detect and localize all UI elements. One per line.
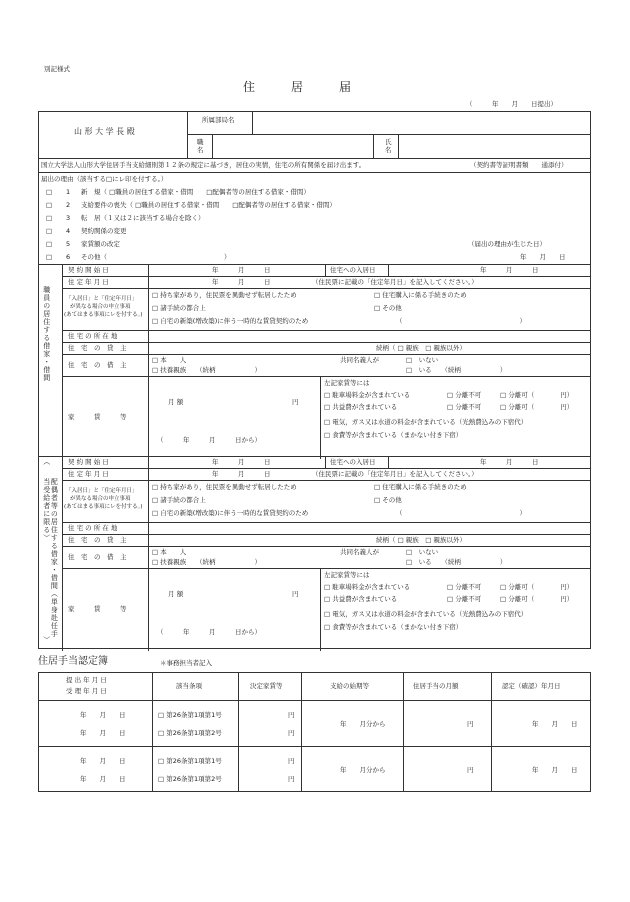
cert-row-1-submit-date: 年 月 日 [80,711,126,719]
section-b-incl-common: □ 共益費が含まれている [324,595,398,603]
section-a-label-rule [148,264,149,459]
section-b-incl-heading: 左記家賃等には [324,571,370,579]
section-b-side-suffix: ） [42,636,51,644]
section-b-location-label: 住 宅 の 所 在 地 [68,524,118,532]
cert-row-1-receive-date: 年 月 日 [80,729,126,737]
section-a-opt-ownhome: □ 持ち家があり，住民票を異動せず転居したため [152,291,297,299]
section-b-diff-note1: 「入居日」と「住定年月日」 [66,488,138,494]
section-b-move-in-rule2 [388,456,389,468]
section-a-incl-meals: □ 食費等が含まれている（まかない付き下宿） [324,431,463,439]
section-b-side-label: 配偶者等の居住する借家・借間（単身赴任手当受給者に限る） [42,478,59,638]
section-a-row-rule [62,354,591,355]
reason-date-label: （届出の理由が生じた日） [468,240,546,248]
section-a-opt-newbuild: □ 自宅の新築(増改築)に伴う一時的な賃貸契約のため [152,317,309,325]
section-a-common-sep-no: □ 分離不可 [447,403,482,411]
section-b-rent-label: 家 賃 等 [68,605,127,613]
cert-note: （契約書等証明書類 通添付） [470,161,568,169]
section-b-parking-sep-no: □ 分離不可 [447,583,482,591]
section-a-move-in-rule2 [388,264,389,276]
section-a-diff-note3: (あてはまる事項にレを付する。) [64,312,143,318]
section-b-rent-monthly: 月 額 [168,590,184,598]
cert-row-1-monthly-yen: 円 [467,720,474,728]
section-b-row-rule [62,568,591,569]
cert-row-2-rent-yen2: 円 [288,775,295,783]
section-a-move-in-rule [325,264,326,276]
section-b-move-in-date: 年 月 日 [480,458,539,466]
section-a-incl-parking: □ 駐車場料金が含まれている [324,391,411,399]
cert-header-start: 支給の始期等 [330,682,369,690]
cert-header-rent: 決定家賃等 [250,682,283,690]
section-a-location-label: 住 宅 の 所 在 地 [68,332,118,340]
section-a-row-rule [62,376,591,377]
cert-row-2-monthly-yen: 円 [467,766,474,774]
section-b-incl-meals: □ 食費等が含まれている（まかない付き下宿） [324,623,463,631]
section-a-parking-sep-ok: □ 分離可（ 円） [500,391,574,399]
section-b-diff-note2: が異なる場合の申立事項 [70,496,131,502]
section-b-rent-yen: 円 [292,590,299,598]
section-b-landlord-label: 住 宅 の 貸 主 [68,536,127,544]
section-b-co-owner-none: □ いない [406,548,439,556]
section-b-row-rule [62,522,591,523]
section-b-rent-rule [320,568,321,651]
form-ref: 別記様式 [44,65,70,73]
section-b-rent-since: （ 年 月 日から） [157,628,261,636]
section-a-borrower-label: 住 宅 の 借 主 [68,361,127,369]
section-b-opt-ownhome: □ 持ち家があり，住民票を異動せず転居したため [152,483,297,491]
section-a-rent-rule [320,376,321,459]
section-a-move-in-date: 年 月 日 [480,266,539,274]
section-a-row-rule [62,342,591,343]
section-a-incl-heading: 左記家賃等には [324,379,370,387]
section-a-side-label: 職員の居住する借家・借間 [42,286,51,382]
section-a-landlord-label: 住 宅 の 貸 主 [68,344,127,352]
section-b-landlord-relation: 続柄（ □ 親族 □ 親族以外） [376,536,466,544]
cert-title: 住居手当認定簿 [38,656,108,667]
section-b-parking-sep-ok: □ 分離可（ 円） [500,583,574,591]
section-b-opt-other: □ その他 [374,496,402,504]
section-a-row-rule [62,288,591,289]
section-b-side-prefix: （ [42,458,51,466]
cert-header-clause: 該当条項 [176,682,202,690]
name-label: 氏 名 [385,138,398,155]
section-b-row-rule [62,534,591,535]
section-a-row-rule [62,276,591,277]
cert-row-2-clause2: □ 第26条第1項第2号 [158,775,222,783]
section-a-row-rule [62,330,591,331]
section-b-top-rule [38,456,591,457]
page-title: 住 居 届 [243,80,352,94]
section-a-incl-utilities: □ 電気，ガス又は水道の料金が含まれている（光熱費込みの下宿代） [324,418,528,426]
section-b-borrower-dependent: □ 扶養親族 （続柄 ） [152,558,261,566]
section-b-borrower-self: □ 本 人 [152,548,187,556]
section-a-fixed-date: 年 月 日 [212,278,271,286]
section-a-parking-sep-no: □ 分離不可 [447,391,482,399]
section-b-common-sep-ok: □ 分離可（ 円） [500,595,574,603]
cert-row-2-submit-date: 年 月 日 [80,757,126,765]
section-a-fixed-note: （住民票に記載の「住定年月日」を記入してください。） [312,278,478,286]
section-a-rent-since: （ 年 月 日から） [157,436,261,444]
submission-date: （ 年 月 日提出） [466,100,557,108]
section-b-row-rule [62,480,591,481]
section-a-rent-yen: 円 [292,398,299,406]
section-a-opt-paren: （ ） [396,317,526,325]
cert-row-1-clause1: □ 第26条第1項第1号 [158,711,222,719]
reason-date: 年 月 日 [520,253,566,261]
section-a-diff-note1: 「入居日」と「住定年月日」 [66,296,138,302]
section-b-fixed-note: （住民票に記載の「住定年月日」を記入してください。） [312,470,478,478]
section-b-incl-parking: □ 駐車場料金が含まれている [324,583,411,591]
section-b-co-owner-label: 共同名義人が [340,548,379,556]
cert-row-1-approval-date: 年 月 日 [532,720,578,728]
section-a-common-sep-ok: □ 分離可（ 円） [500,403,574,411]
section-a-top-rule [38,264,591,265]
section-a-diff-note2: が異なる場合の申立事項 [70,304,131,310]
section-a-rent-monthly: 月 額 [168,398,184,406]
cert-row-2-approval-date: 年 月 日 [532,766,578,774]
cert-header-submit: 提 出 年 月 日 [66,676,107,684]
recipient-to: 山 形 大 学 長 殿 [74,127,135,136]
cert-header-approval: 認定（確認）年月日 [502,682,561,690]
section-b-incl-utilities: □ 電気，ガス又は水道の料金が含まれている（光熱費込みの下宿代） [324,610,528,618]
section-b-row-rule [62,468,591,469]
cert-row-2-start: 年 月分から [340,766,386,774]
section-b-opt-paren: （ ） [396,509,526,517]
cert-header-receive: 受 理 年 月 日 [66,687,107,695]
cert-row-1-start: 年 月分から [340,720,386,728]
cert-header-monthly: 住居手当の月額 [413,682,459,690]
section-b-label-rule [148,456,149,651]
cert-row-1-rent-yen2: 円 [288,729,295,737]
section-a-side-rule [62,264,63,459]
section-b-fixed-date: 年 月 日 [212,470,271,478]
section-a-contract-start-label: 契 約 開 始 日 [68,266,109,274]
section-a-borrower-dependent: □ 扶養親族 （続柄 ） [152,366,261,374]
cert-row-1-rent-yen1: 円 [288,711,295,719]
section-b-contract-start-date: 年 月 日 [212,458,271,466]
cert-row-1-clause2: □ 第26条第1項第2号 [158,729,222,737]
section-b-opt-purchase: □ 住宅購入に係る手続きのため [374,483,467,491]
section-a-co-owner-label: 共同名義人が [340,356,379,364]
section-b-fixed-date-label: 住 定 年 月 日 [68,470,109,478]
section-b-opt-procedure: □ 諸手続の都合上 [152,496,206,504]
dept-label: 所属部局名 [202,116,235,124]
section-b-diff-note3: (あてはまる事項にレを付する。) [64,504,143,510]
section-a-borrower-self: □ 本 人 [152,356,187,364]
section-b-co-owner-yes: □ いる （続柄 ） [406,558,507,566]
section-a-opt-other: □ その他 [374,304,402,312]
section-a-opt-procedure: □ 諸手続の都合上 [152,304,206,312]
section-b-contract-start-label: 契 約 開 始 日 [68,458,109,466]
section-b-side-rule [62,456,63,651]
cert-row-2-receive-date: 年 月 日 [80,775,126,783]
section-a-opt-purchase: □ 住宅購入に係る手続きのため [374,291,467,299]
section-a-incl-common: □ 共益費が含まれている [324,403,398,411]
section-a-rent-label: 家 賃 等 [68,413,127,421]
section-b-move-in-label: 住宅への入居日 [330,458,376,466]
cert-row-2-clause1: □ 第26条第1項第1号 [158,757,222,765]
section-b-move-in-rule [325,456,326,468]
reasons-heading: 届出の理由（該当する□にレ印を付する。） [41,175,168,183]
declaration-text: 国立大学法人山形大学住居手当支給細則第１２条の規定に基づき，居住の実情，住宅の所有関係を届け出ます。 [41,161,366,169]
cert-note-staff: ＊事務担当者記入 [160,659,212,667]
section-a-co-owner-none: □ いない [406,356,439,364]
section-b-borrower-label: 住 宅 の 借 主 [68,553,127,561]
post-label: 職 名 [197,138,210,155]
section-a-move-in-label: 住宅への入居日 [330,266,376,274]
section-b-row-rule [62,546,591,547]
section-a-landlord-relation: 続柄（ □ 親族 □ 親族以外） [376,344,466,352]
section-a-contract-start-date: 年 月 日 [212,266,271,274]
cert-row-2-rent-yen1: 円 [288,757,295,765]
section-b-opt-newbuild: □ 自宅の新築(増改築)に伴う一時的な賃貸契約のため [152,509,309,517]
section-a-co-owner-yes: □ いる （続柄 ） [406,366,507,374]
section-b-common-sep-no: □ 分離不可 [447,595,482,603]
section-a-fixed-date-label: 住 定 年 月 日 [68,278,109,286]
